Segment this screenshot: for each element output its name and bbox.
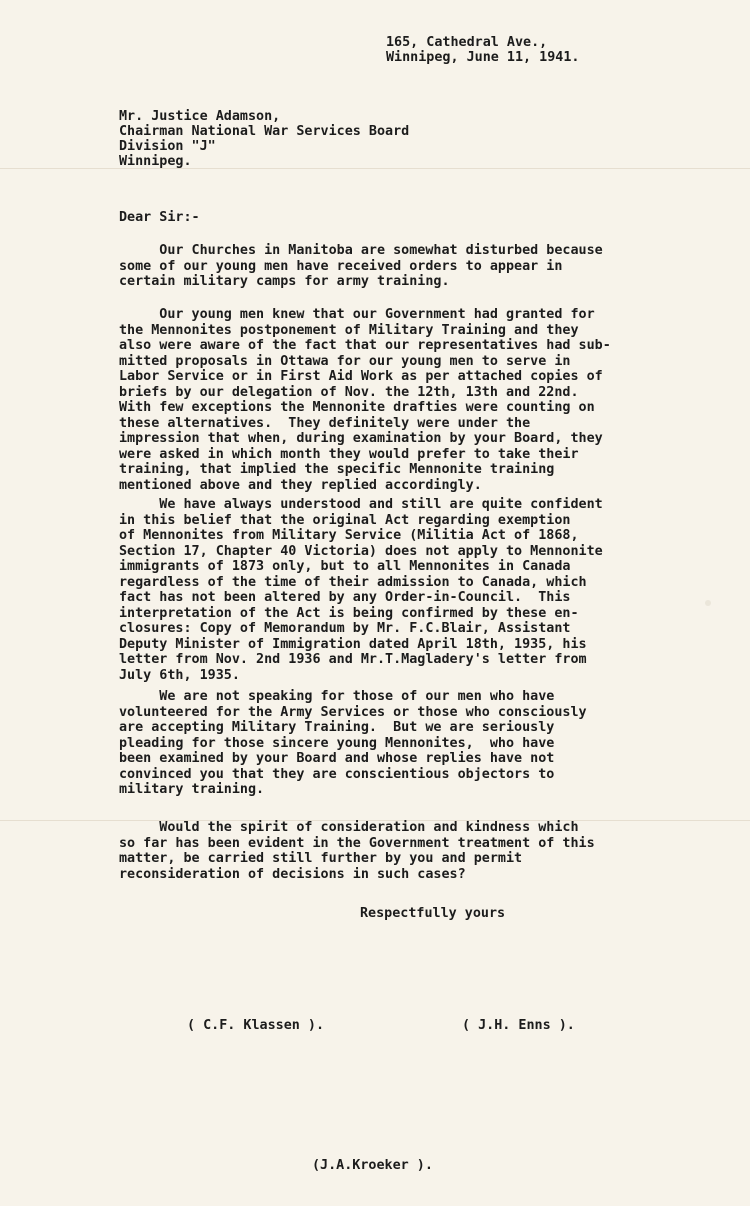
signature-kroeker: (J.A.Kroeker ). (312, 1158, 433, 1173)
signature-enns: ( J.H. Enns ). (462, 1018, 575, 1033)
sender-address (386, 35, 579, 65)
paper-mark (705, 600, 711, 606)
text-line: With few exceptions the Mennonite drafties were counting on (119, 400, 595, 415)
text-line: military training. (119, 782, 265, 797)
text-line: reconsideration of decisions in such cases? (119, 866, 466, 882)
text-line: certain military camps for army training. (119, 274, 450, 289)
text-line: are accepting Military Training. But we are seriously (119, 720, 555, 735)
text-line: matter, be carried still further by you and permit (119, 851, 523, 866)
text-line: pleading for those sincere young Mennonites, who have (119, 735, 555, 751)
text-line: interpretation of the Act is being confirmed by these en- (119, 605, 579, 621)
text-line: of Mennonites from Military Service (Militia Act of 1868, (119, 528, 579, 543)
salutation: Dear Sir:- (119, 210, 200, 225)
text-line: mentioned above and they replied accordingly. (119, 477, 482, 493)
text-line: Our Churches in Manitoba are somewhat disturbed because (119, 243, 603, 258)
text-line: briefs by our delegation of Nov. the 12th, 13th and 22nd. (119, 384, 579, 400)
paragraph-2 (119, 307, 611, 493)
signature-klassen: ( C.F. Klassen ). (187, 1018, 325, 1033)
sender-street: 165, Cathedral Ave., (386, 35, 548, 50)
paragraph-1 (119, 243, 603, 290)
sender-city-date: Winnipeg, June 11, 1941. (386, 50, 580, 65)
text-line: Section 17, Chapter 40 Victoria) does not apply to Mennonite (119, 543, 603, 559)
text-line: been examined by your Board and whose replies have not (119, 751, 555, 766)
text-line: Deputy Minister of Immigration dated April 18th, 1935, his (119, 636, 587, 652)
text-line: July 6th, 1935. (119, 667, 240, 683)
paragraph-4 (119, 689, 587, 798)
text-line: fact has not been altered by any Order-in-Council. This (119, 590, 571, 605)
text-line: training, that implied the specific Mennonite training (119, 462, 555, 477)
text-line: in this belief that the original Act regarding exemption (119, 512, 571, 528)
text-line: some of our young men have received orders to appear in (119, 258, 563, 274)
text-line: Would the spirit of consideration and kindness which (119, 820, 579, 835)
text-line: mitted proposals in Ottawa for our young men to serve in (119, 353, 571, 369)
paragraph-5 (119, 820, 595, 882)
text-line: were asked in which month they would prefer to take their (119, 446, 579, 462)
text-line: volunteered for the Army Services or those who consciously (119, 704, 587, 720)
recipient-division: Division "J" (119, 139, 216, 154)
text-line: closures: Copy of Memorandum by Mr. F.C.Blair, Assistant (119, 621, 571, 636)
text-line: also were aware of the fact that our representatives had sub- (119, 338, 611, 353)
text-line: Our young men knew that our Government had granted for (119, 307, 595, 322)
text-line: so far has been evident in the Government treatment of this (119, 835, 595, 851)
recipient-title: Chairman National War Services Board (119, 124, 410, 139)
recipient-city: Winnipeg. (119, 154, 192, 169)
text-line: the Mennonites postponement of Military Training and they (119, 322, 579, 338)
text-line: letter from Nov. 2nd 1936 and Mr.T.Magladery's letter from (119, 652, 587, 667)
text-line: regardless of the time of their admission to Canada, which (119, 574, 587, 590)
text-line: convinced you that they are conscientious objectors to (119, 766, 555, 782)
text-line: Labor Service or in First Aid Work as per attached copies of (119, 369, 603, 384)
closing: Respectfully yours (360, 906, 506, 921)
text-line: We have always understood and still are quite confident (119, 497, 603, 512)
text-line: impression that when, during examination by your Board, they (119, 431, 603, 446)
paragraph-3 (119, 497, 603, 683)
recipient-name: Mr. Justice Adamson, (119, 109, 281, 124)
text-line: immigrants of 1873 only, but to all Mennonites in Canada (119, 559, 571, 574)
text-line: We are not speaking for those of our men who have (119, 689, 555, 704)
recipient-block (119, 109, 409, 169)
text-line: these alternatives. They definitely were under the (119, 415, 531, 431)
